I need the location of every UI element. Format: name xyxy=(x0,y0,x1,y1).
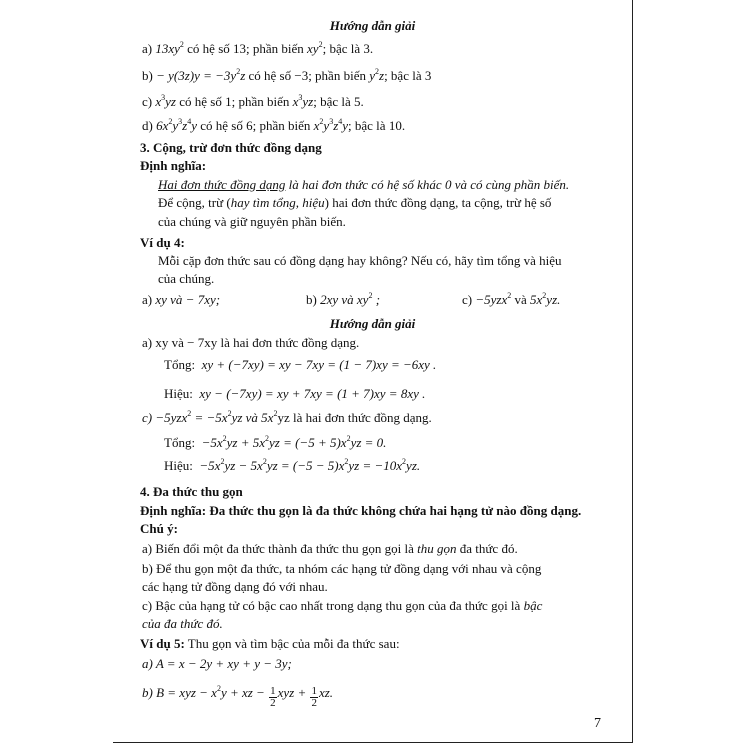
section4-note-c-line1: c) Bậc của hạng tử có bậc cao nhất trong dạng thu gọn của đa thức gọi là bậc xyxy=(142,598,543,613)
solution4-sum-c: Tổng: $-5x^2yz + 5x^2yz = (-5 + 5)x^2yz = 0$. xyxy=(164,434,387,450)
section4-note-b-line1: b) Để thu gọn một đa thức, ta nhóm các hạng tử đồng dạng với nhau và cộng xyxy=(142,561,542,576)
guide-title: Hướng dẫn giải xyxy=(329,18,416,33)
ex3-answer-c: c) $x^3yz$ có hệ số 1; phần biến $x^3yz$; bậc là 5. xyxy=(142,93,364,109)
section3-def-line2: Để cộng, trừ (hay tìm tổng, hiệu) hai đơn thức đồng dạng, ta cộng, trừ hệ số xyxy=(158,195,552,210)
example4-option-c: c) −5yzx$^2$ và $5x^2yz$. xyxy=(462,291,561,307)
section3-def-label: Định nghĩa: xyxy=(140,158,207,173)
example5-a: a) A = x − 2y + xy + y − 3y; xyxy=(142,656,292,671)
example5-b: b) B = xyz − $x^2y$ + xz − $\frac{1}{2}$ xyz + $\frac{1}{2}$ xz. xyxy=(142,684,334,709)
section4-definition: Định nghĩa: Đa thức thu gọn là đa thức không chứa hai hạng tử nào đồng dạng. xyxy=(140,503,582,518)
section4-title: 4. Đa thức thu gọn xyxy=(140,484,243,499)
page-number: 7 xyxy=(594,716,601,731)
solution4-diff-c: Hiệu: $-5x^2yz - 5x^2yz = (-5 - 5)x^2yz = -10x^2yz$. xyxy=(164,457,421,473)
book-page xyxy=(113,0,633,743)
fraction-one-half: $\frac{1}{2}$ xyxy=(311,685,317,709)
example4-question-line2: của chúng. xyxy=(158,271,215,286)
section4-note-c-line2: của đa thức đó. xyxy=(142,616,223,631)
ex3-answer-d: d) $6x^2y^3z^4y$ có hệ số 6; phần biến $x^2y^3z^4y$; bậc là 10. xyxy=(142,117,406,133)
section3-def-line1: Hai đơn thức đồng dạng là hai đơn thức có hệ số khác 0 và có cùng phần biến. xyxy=(158,177,570,192)
ex3-answer-b: $b) - y(3z)y = -3y^2z$ có hệ số −3; phần biến $y^2z$; bậc là 3 xyxy=(142,67,432,83)
solution4-c-line: $c) -5yzx^2 = -5x^2yz$ và $5x^2yz$ là hai đơn thức đồng dạng. xyxy=(142,409,432,425)
solution4-sum-a: Tổng: xy + (−7xy) = xy − 7xy = (1 − 7)xy = −6xy . xyxy=(164,357,437,372)
guide-title-2: Hướng dẫn giải xyxy=(329,316,416,331)
section4-note-label: Chú ý: xyxy=(140,521,178,536)
example4-question-line1: Mỗi cặp đơn thức sau có đồng dạng hay không? Nếu có, hãy tìm tổng và hiệu xyxy=(158,253,562,268)
ex3-answer-a: a) $13xy^2$ có hệ số 13; phần biến $xy^2$; bậc là 3. xyxy=(142,40,374,56)
example5-intro: Ví dụ 5: Thu gọn và tìm bậc của mỗi đa thức sau: xyxy=(140,636,400,651)
example4-label: Ví dụ 4: xyxy=(140,235,185,250)
section3-def-line3: của chúng và giữ nguyên phần biến. xyxy=(158,214,346,229)
solution4-diff-a: Hiệu: xy − (−7xy) = xy + 7xy = (1 + 7)xy = 8xy . xyxy=(164,386,426,401)
example4-option-b: b) 2xy và $xy^2$ ; xyxy=(306,291,381,307)
solution4-a-line: a) xy và − 7xy là hai đơn thức đồng dạng. xyxy=(142,335,360,350)
section4-note-a: a) Biến đổi một đa thức thành đa thức thu gọn gọi là thu gọn đa thức đó. xyxy=(142,541,518,556)
section4-note-b-line2: các hạng tử đồng dạng đó với nhau. xyxy=(142,579,328,594)
example4-option-a: a) xy và − 7xy; xyxy=(142,292,221,307)
section3-title: 3. Cộng, trừ đơn thức đồng dạng xyxy=(140,140,322,155)
fraction-one-half: $\frac{1}{2}$ xyxy=(270,685,276,709)
